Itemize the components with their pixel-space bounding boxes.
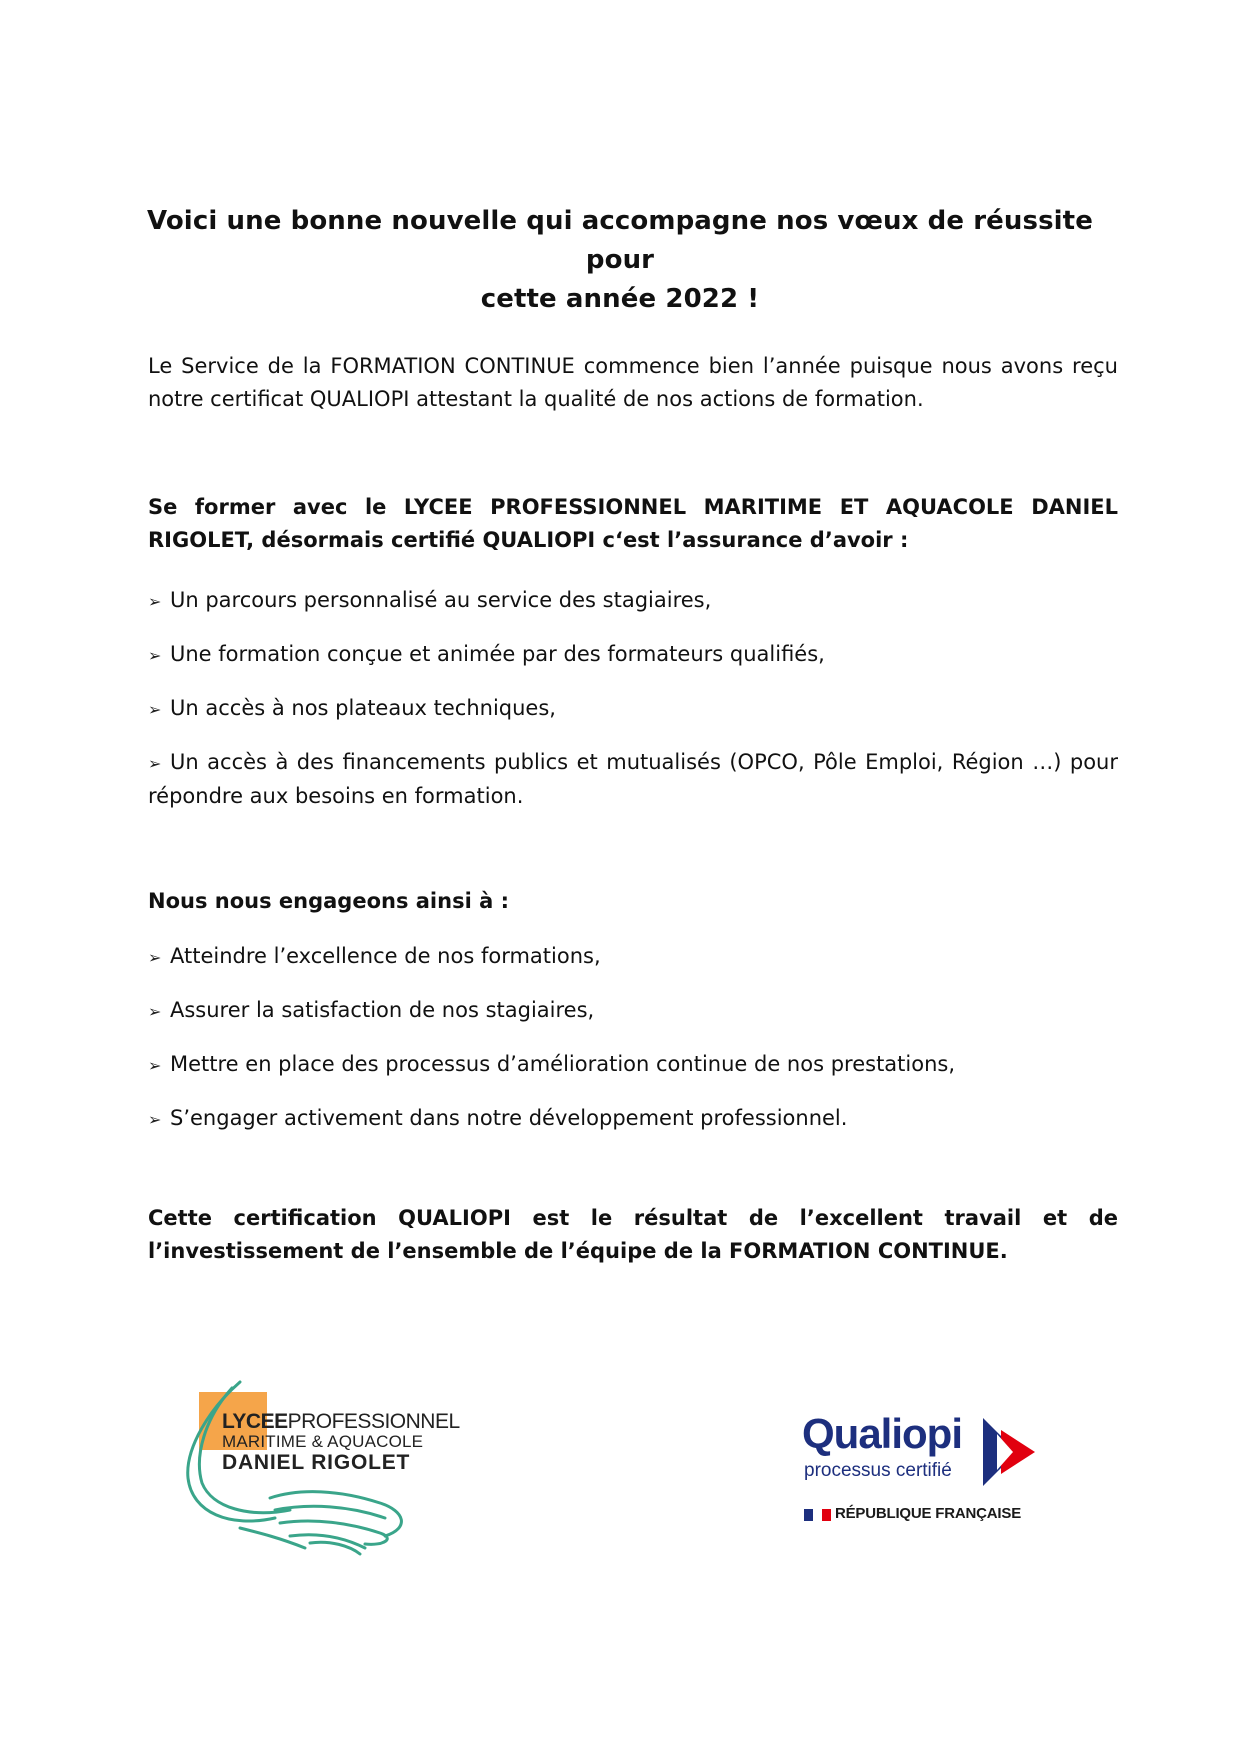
lycee-logo-line-1	[222, 1410, 460, 1434]
list-item-text: Assurer la satisfaction de nos stagiaires,	[170, 998, 595, 1022]
document-title	[140, 202, 1100, 319]
qualiopi-arrows-icon	[983, 1418, 1053, 1488]
title-line-1: Voici une bonne nouvelle qui accompagne nos vœux de réussite pour	[147, 206, 1093, 275]
list-item-text: Mettre en place des processus d’amélioration continue de nos prestations,	[170, 1052, 956, 1076]
arrow-bullet-icon: ➢	[148, 948, 162, 967]
qualiopi-subtitle: processus certifié	[804, 1460, 952, 1481]
qualiopi-logo	[800, 1410, 1060, 1530]
lycee-logo-word-lycee: LYCEE	[222, 1410, 288, 1433]
section2-list-item	[148, 940, 1118, 974]
section2-heading: Nous nous engageons ainsi à :	[148, 889, 509, 913]
lycee-logo-line-2: MARITIME & AQUACOLE	[222, 1432, 424, 1451]
section2-list-item	[148, 1048, 1118, 1082]
list-item-text: Un accès à nos plateaux techniques,	[170, 696, 556, 720]
arrow-bullet-icon: ➢	[148, 1056, 162, 1075]
list-item-text: Une formation conçue et animée par des formateurs qualifiés,	[170, 642, 825, 666]
section1-heading: Se former avec le LYCEE PROFESSIONNEL MARITIME ET AQUACOLE DANIEL RIGOLET, désormais certifié QUALIOPI c‘est l’assurance d’avoir :	[148, 495, 1118, 552]
section1-list-item	[148, 692, 1118, 726]
lycee-logo-word-professionnel: PROFESSIONNEL	[287, 1410, 460, 1433]
section1-list-item	[148, 746, 1118, 813]
list-item-text: Atteindre l’excellence de nos formations,	[170, 944, 601, 968]
arrow-bullet-icon: ➢	[148, 646, 162, 665]
list-item-text: Un accès à des financements publics et mutualisés (OPCO, Pôle Emploi, Région …) pour répondre aux besoins en formation.	[148, 750, 1118, 808]
lycee-logo-line-3: DANIEL RIGOLET	[222, 1451, 411, 1474]
closing-paragraph: Cette certification QUALIOPI est le résultat de l’excellent travail et de l’investissement de l’ensemble de l’équipe de la FORMATION CONTINUE.	[148, 1206, 1118, 1263]
arrow-bullet-icon: ➢	[148, 1002, 162, 1021]
intro-paragraph: Le Service de la FORMATION CONTINUE commence bien l’année puisque nous avons reçu notre certificat QUALIOPI attestant la qualité de nos actions de formation.	[148, 354, 1118, 411]
arrow-bullet-icon: ➢	[148, 700, 162, 719]
list-item-text: S’engager activement dans notre développement professionnel.	[170, 1106, 848, 1130]
republique-francaise-label: RÉPUBLIQUE FRANÇAISE	[835, 1505, 1022, 1522]
arrow-bullet-icon: ➢	[148, 1110, 162, 1129]
french-flag-icon	[804, 1509, 831, 1521]
list-item-text: Un parcours personnalisé au service des stagiaires,	[170, 588, 712, 612]
qualiopi-wordmark: Qualiopi	[802, 1410, 962, 1457]
section1-list-item	[148, 638, 1118, 672]
section2-list-item	[148, 994, 1118, 1028]
arrow-bullet-icon: ➢	[148, 592, 162, 611]
lycee-logo	[180, 1378, 480, 1558]
section2-list-item	[148, 1102, 1118, 1136]
arrow-bullet-icon: ➢	[148, 754, 162, 773]
section1-list-item	[148, 584, 1118, 618]
title-line-2: cette année 2022 !	[480, 284, 760, 314]
